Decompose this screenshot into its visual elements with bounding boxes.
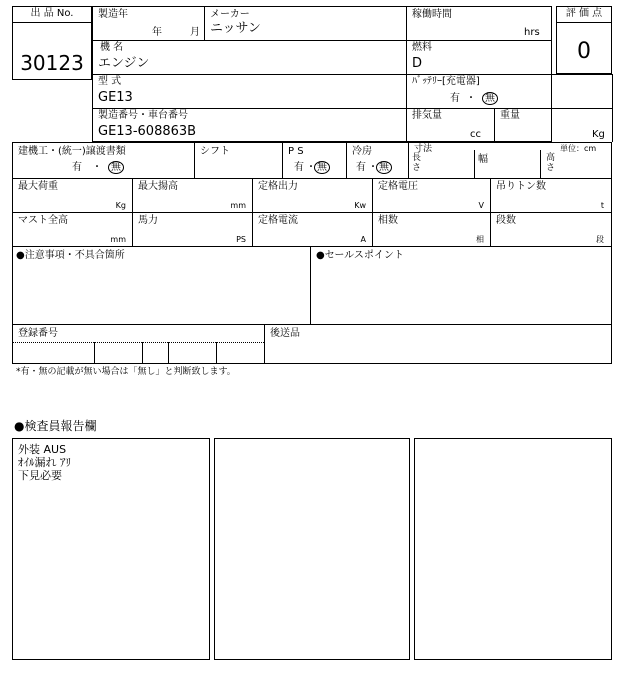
phase-unit: 相 <box>476 235 484 244</box>
fuel-label: 燃料 <box>412 42 432 53</box>
grid-line <box>372 178 373 246</box>
cooler-no-circle: 無 <box>376 161 392 174</box>
serial-label: 製造番号・車台番号 <box>98 110 188 121</box>
horsepower-label: 馬力 <box>138 215 158 226</box>
rated-voltage-unit: V <box>478 201 484 210</box>
type-value: GE13 <box>98 90 133 105</box>
weight-label: 重量 <box>500 110 520 121</box>
model-name-value: エンジン <box>98 56 150 71</box>
reg-label: 登録番号 <box>18 328 58 339</box>
grid-line <box>612 74 613 142</box>
grid-line <box>12 246 612 247</box>
battery-dot: ・ <box>466 93 476 104</box>
type-label: 型 式 <box>98 76 122 87</box>
height-label: 高 さ <box>546 153 556 173</box>
grid-line <box>264 324 265 364</box>
hours-label: 稼働時間 <box>412 9 452 20</box>
battery-no-circle: 無 <box>482 92 498 105</box>
grid-line <box>12 324 612 325</box>
battery-label: ﾊﾞｯﾃﾘｰ[充電器] <box>412 76 480 87</box>
model-name-label: 機 名 <box>100 42 124 53</box>
item-no-value: 30123 <box>20 51 84 75</box>
grid-line <box>346 142 347 178</box>
transfer-no-circle: 無 <box>108 161 124 174</box>
maker-label: メーカー <box>210 9 250 20</box>
cooler-dot: ・ <box>368 162 378 173</box>
inspector-box-2 <box>214 438 410 660</box>
max-lift-unit: mm <box>230 201 246 210</box>
rated-output-unit: Kw <box>354 201 366 210</box>
grid-line <box>282 142 283 178</box>
grid-line <box>216 342 217 364</box>
rated-voltage-label: 定格電圧 <box>378 181 418 192</box>
steps-label: 段数 <box>496 215 516 226</box>
hours-unit: hrs <box>524 27 540 38</box>
transfer-yes: 有 <box>72 162 82 173</box>
grid-line <box>408 142 409 178</box>
month-unit: 月 <box>190 27 200 38</box>
grid-line <box>494 108 495 142</box>
phase-label: 相数 <box>378 215 398 226</box>
rated-current-label: 定格電流 <box>258 215 298 226</box>
grid-line <box>132 178 133 246</box>
mast-unit: mm <box>110 235 126 244</box>
grid-line <box>204 6 205 40</box>
cooler-yes: 有 <box>356 162 366 173</box>
ps-yes: 有 <box>294 162 304 173</box>
rated-current-unit: A <box>360 235 366 244</box>
inspector-box-3 <box>414 438 612 660</box>
grid-line <box>474 150 475 178</box>
inspector-title: ●検査員報告欄 <box>14 419 97 433</box>
ps-no-wrap <box>314 161 330 174</box>
grid-line <box>310 246 311 324</box>
footnote: *有・無の記載が無い場合は「無し」と判断致します。 <box>16 367 236 377</box>
grid-line <box>552 74 612 75</box>
delivery-label: 後送品 <box>270 328 300 339</box>
grid-line <box>540 150 541 178</box>
score-value: 0 <box>577 39 591 64</box>
transfer-label: 建機工・(統一)譲渡書類 <box>18 146 126 157</box>
transfer-no-wrap <box>108 161 124 174</box>
grid-line <box>142 342 143 364</box>
hoist-label: 吊りトン数 <box>496 181 546 192</box>
grid-line <box>12 342 264 343</box>
battery-yes: 有 <box>450 93 460 104</box>
year-unit: 年 <box>152 27 162 38</box>
item-no-divider <box>12 22 92 23</box>
grid-line <box>252 178 253 246</box>
horsepower-unit: PS <box>236 235 246 244</box>
max-load-label: 最大荷重 <box>18 181 58 192</box>
grid-line <box>12 178 612 179</box>
grid-line <box>168 342 169 364</box>
transfer-dot: ・ <box>92 162 102 173</box>
serial-value: GE13-608863B <box>98 124 197 139</box>
hoist-unit: t <box>600 201 604 210</box>
displacement-label: 排気量 <box>412 110 442 121</box>
grid-line <box>406 6 407 142</box>
mast-label: マスト全高 <box>18 215 68 226</box>
inspector-box-1-text: 外装 AUS ｵｲﾙ漏れ ｱﾘ 下見必要 <box>18 443 71 482</box>
weight-unit: Kg <box>592 129 605 140</box>
caution-label: ●注意事項・不具合箇所 <box>16 250 125 261</box>
item-no-label: 出 品 No. <box>30 8 74 19</box>
max-lift-label: 最大揚高 <box>138 181 178 192</box>
score-label: 評 価 点 <box>565 8 603 19</box>
max-load-unit: Kg <box>115 201 126 210</box>
grid-line <box>490 178 491 246</box>
cooler-no-wrap <box>376 161 392 174</box>
ps-no-circle: 無 <box>314 161 330 174</box>
cooler-label: 冷房 <box>352 146 372 157</box>
maker-value: ニッサン <box>210 21 261 36</box>
shift-label: シフト <box>200 146 230 157</box>
grid-line <box>12 212 612 213</box>
sales-label: ●セールスポイント <box>316 250 404 261</box>
grid-line <box>92 40 552 41</box>
grid-line <box>94 342 95 364</box>
grid-line <box>92 108 612 109</box>
unit-note: 単位：cm <box>560 144 597 153</box>
length-label: 長 さ <box>412 153 422 173</box>
fuel-value: D <box>412 56 423 71</box>
dims-label: 寸法 <box>414 144 433 154</box>
ps-label: P S <box>288 146 304 157</box>
width-label: 幅 <box>478 154 488 165</box>
grid-line <box>194 142 195 178</box>
battery-no-wrap <box>482 92 498 105</box>
grid-line <box>92 74 552 75</box>
score-divider <box>556 22 612 23</box>
displacement-unit: cc <box>470 129 481 140</box>
rated-output-label: 定格出力 <box>258 181 298 192</box>
year-label: 製造年 <box>98 9 128 20</box>
steps-unit: 段 <box>596 235 604 244</box>
ps-dot: ・ <box>306 162 316 173</box>
